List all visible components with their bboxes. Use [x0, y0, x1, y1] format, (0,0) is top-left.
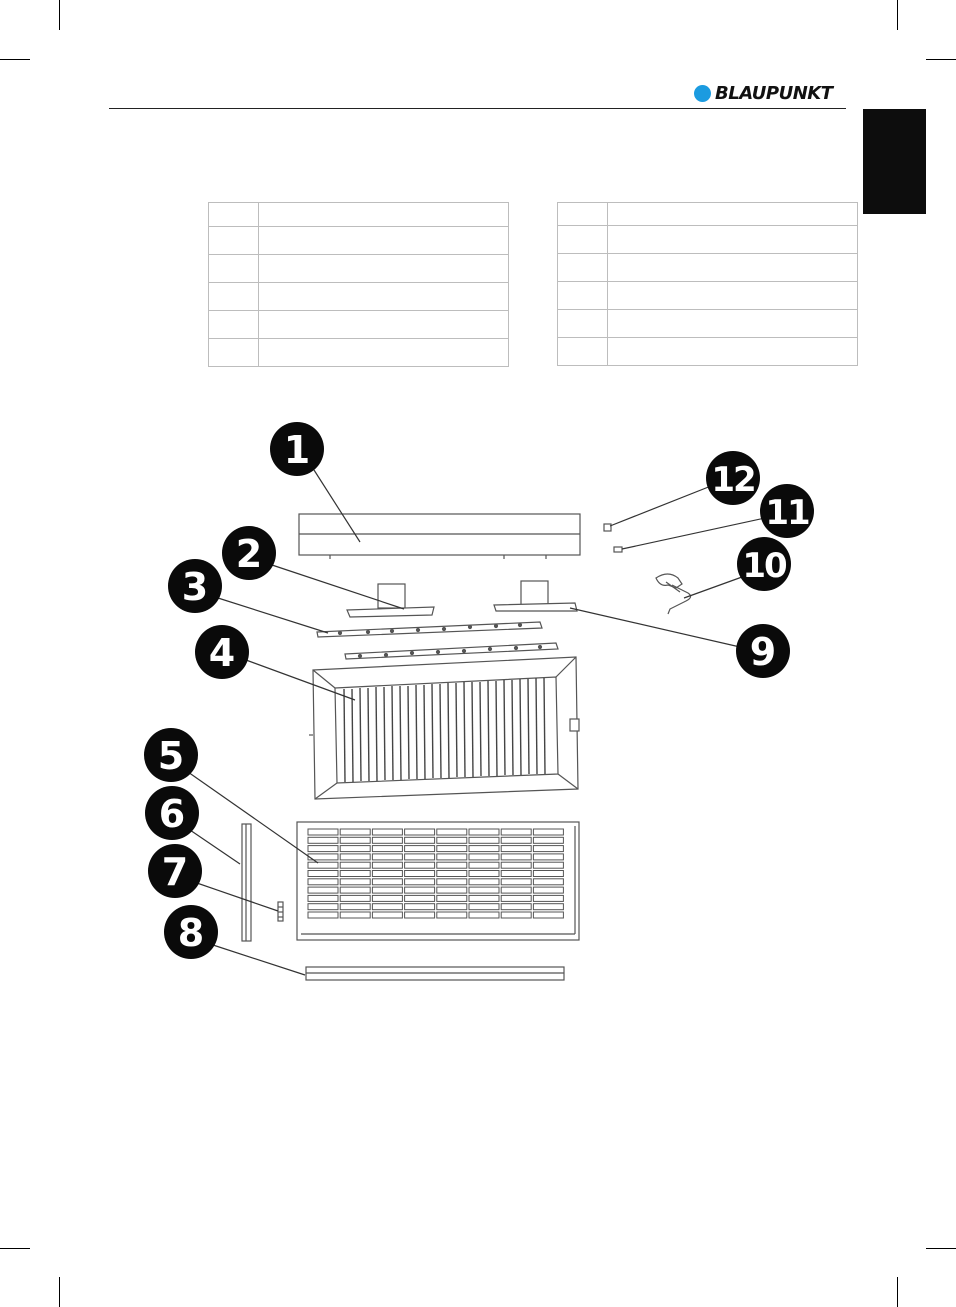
- callout-7: [148, 844, 202, 898]
- callout-2: [222, 526, 276, 580]
- part-top-cover: [299, 514, 580, 559]
- part-fixing-clip: [604, 524, 611, 531]
- part-side-strip: [242, 824, 251, 941]
- callout-label: 3: [181, 565, 209, 609]
- callout-10: [737, 537, 791, 591]
- part-rails: [317, 622, 558, 659]
- callout-12: [706, 451, 760, 505]
- callout-label: 6: [158, 792, 186, 836]
- part-fixing-screw: [614, 547, 622, 552]
- callout-label: 7: [161, 850, 189, 894]
- callout-9: [736, 624, 790, 678]
- callout-label: 10: [742, 546, 786, 586]
- callout-label: 9: [749, 630, 777, 674]
- part-right-bracket: [494, 581, 577, 611]
- callout-8: [164, 905, 218, 959]
- callout-4: [195, 625, 249, 679]
- callout-1: [270, 422, 324, 476]
- part-front-grille: [297, 822, 579, 940]
- part-cable-connector: [656, 574, 691, 614]
- callout-5: [144, 728, 198, 782]
- part-left-bracket: [347, 584, 434, 617]
- callout-label: 5: [157, 734, 185, 778]
- callout-label: 2: [235, 532, 263, 576]
- callout-3: [168, 559, 222, 613]
- part-small-connector: [278, 902, 283, 921]
- part-main-frame: [309, 657, 579, 799]
- callout-label: 12: [711, 460, 755, 500]
- callout-11: [760, 484, 814, 538]
- callout-label: 4: [208, 631, 236, 675]
- brand-name: BLAUPUNKT: [715, 83, 833, 104]
- callout-6: [145, 786, 199, 840]
- callout-label: 8: [177, 911, 205, 955]
- part-bottom-strip: [306, 967, 564, 980]
- callout-label: 11: [765, 493, 809, 533]
- callout-label: 1: [283, 428, 311, 472]
